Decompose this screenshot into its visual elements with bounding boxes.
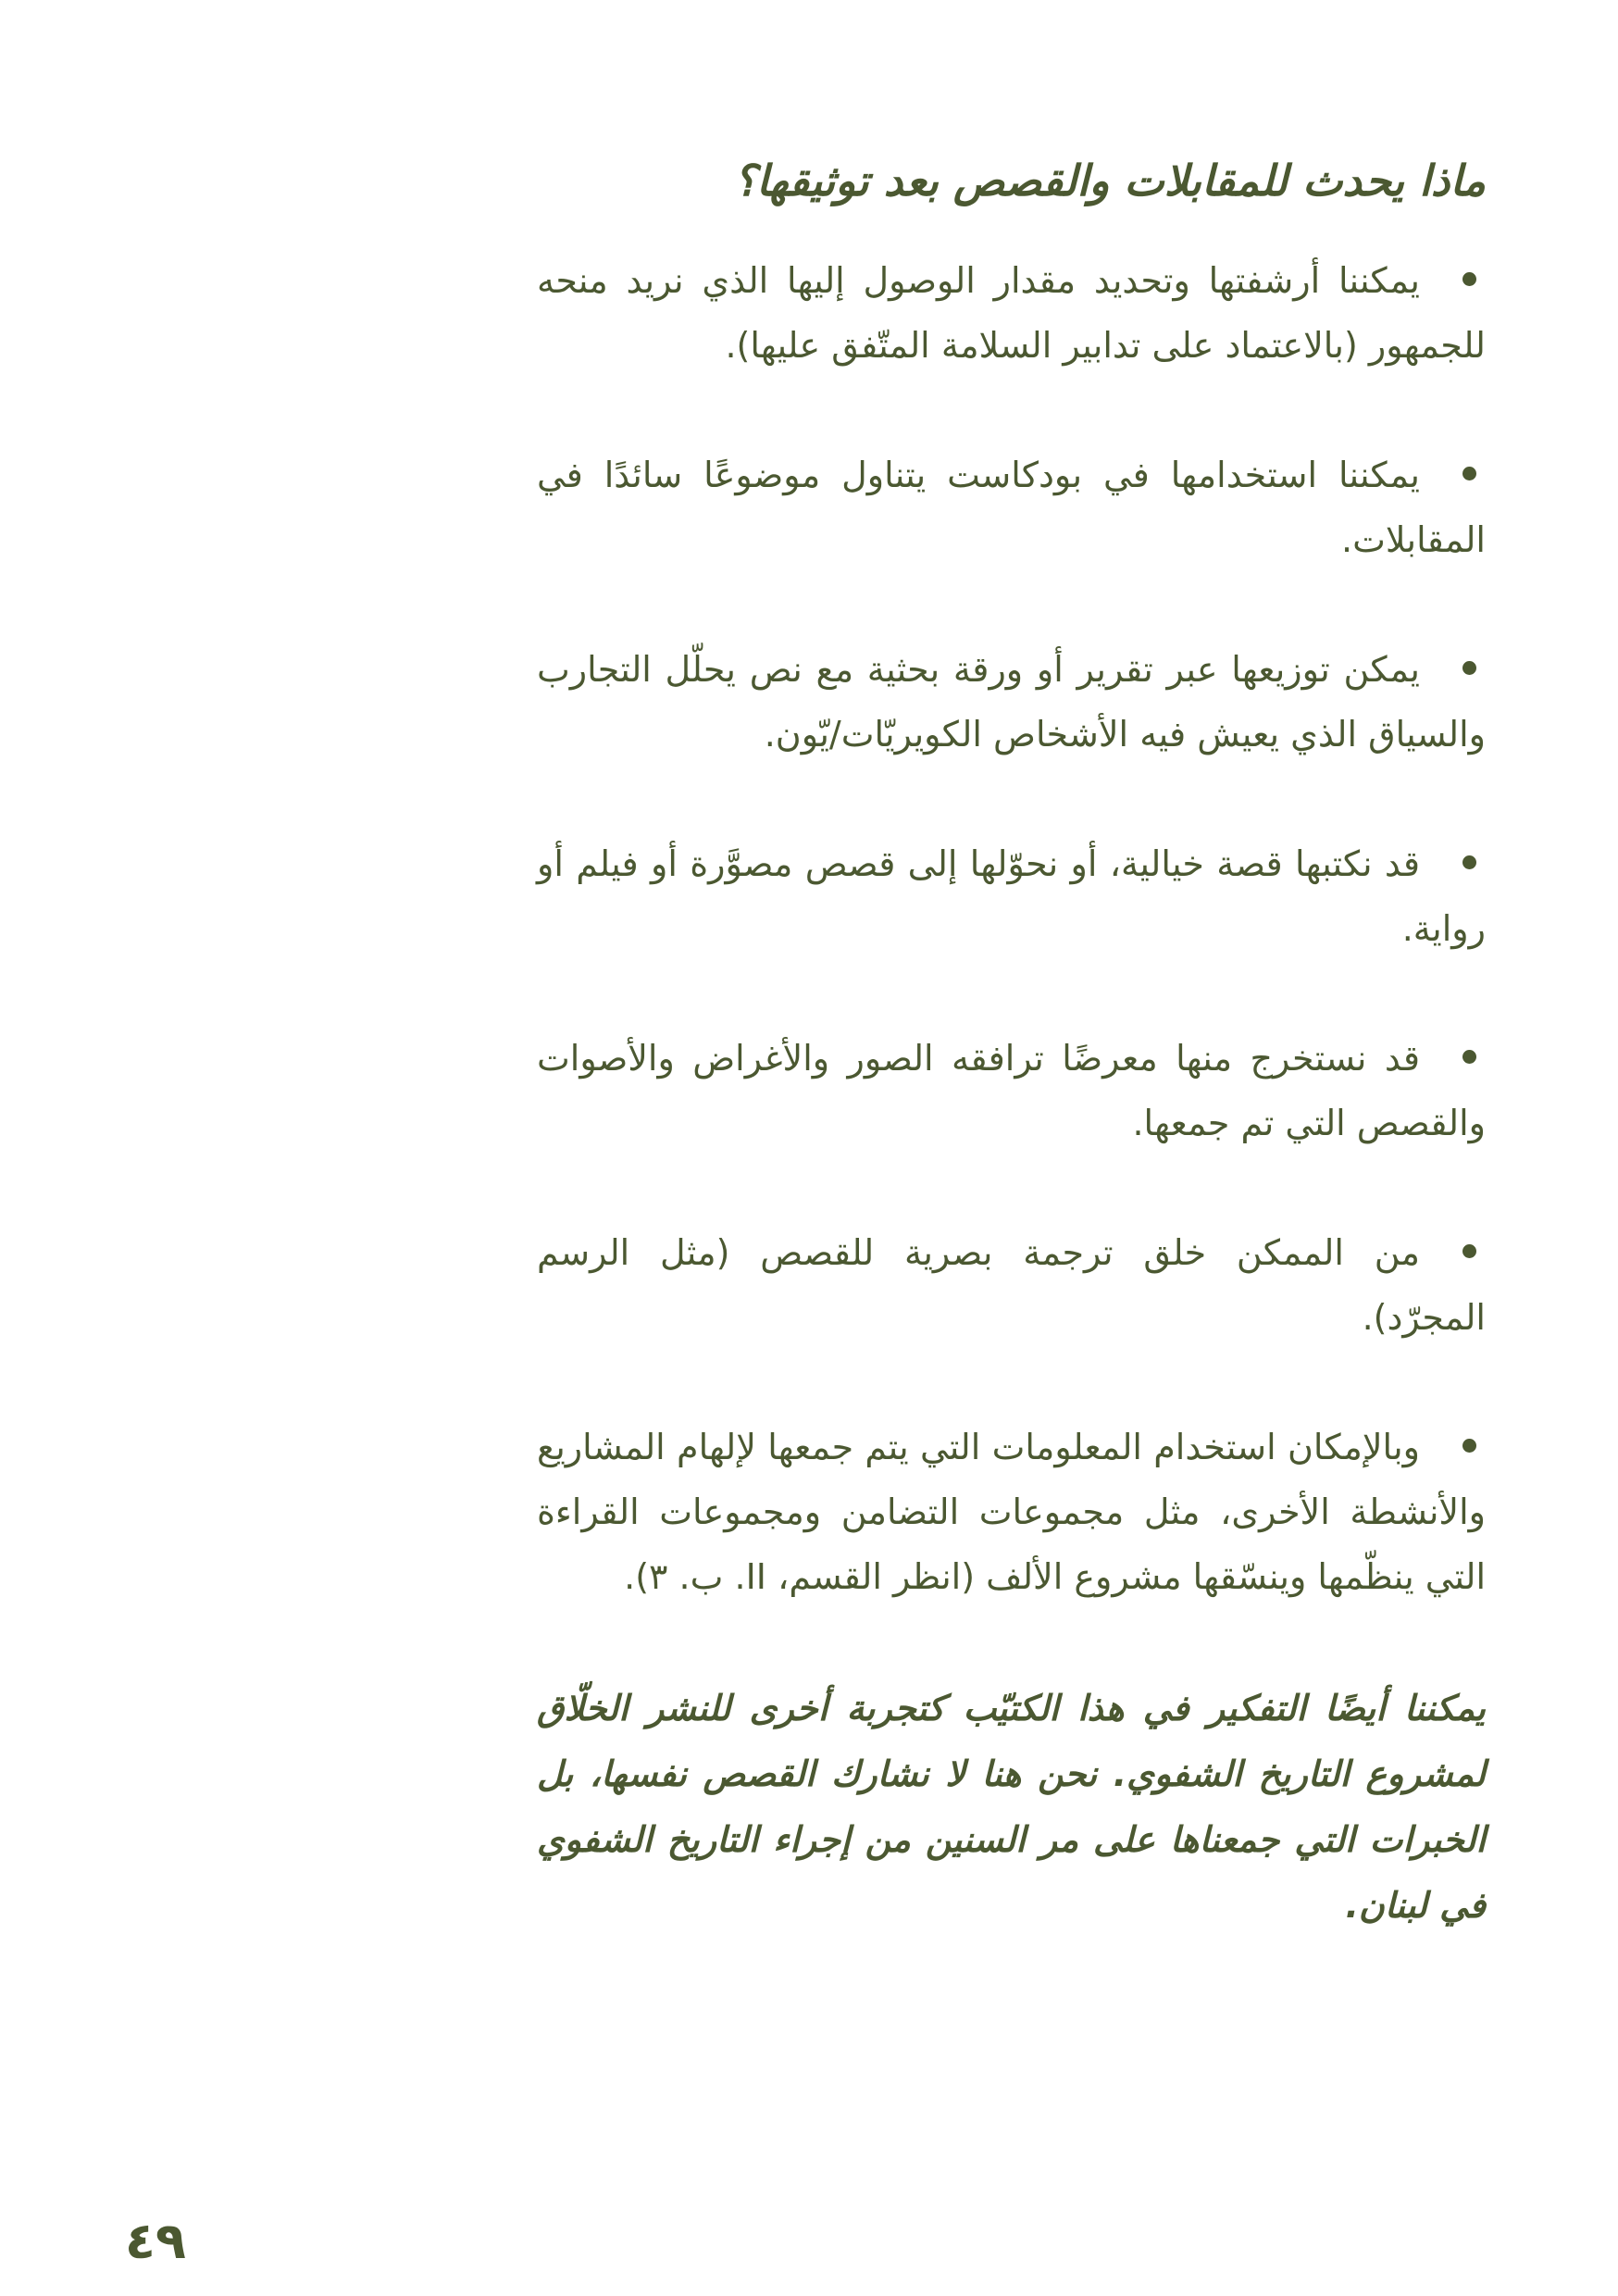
page-number: ٤٩: [125, 2212, 186, 2270]
list-item: [537, 443, 1486, 572]
bullet-icon: [1462, 1439, 1476, 1453]
text-column: [537, 148, 1486, 1939]
list-item: [537, 248, 1486, 378]
list-item-text: يمكننا استخدامها في بودكاست يتناول موضوعًا سائدًا في المقابلات.: [537, 455, 1486, 560]
list-item-text: وبالإمكان استخدام المعلومات التي يتم جمعها لإلهام المشاريع والأنشطة الأخرى، مثل مجموعات التضامن ومجموعات القراءة التي ينظّمها وينسّقها مشروع الألف (انظر القسم، II. ب. ٣).: [537, 1427, 1486, 1597]
list-item-text: من الممكن خلق ترجمة بصرية للقصص (مثل الرسم المجرّد).: [537, 1232, 1486, 1338]
list-item-text: قد نكتبها قصة خيالية، أو نحوّلها إلى قصص مصوَّرة أو فيلم أو رواية.: [537, 843, 1486, 949]
bullet-icon: [1462, 1050, 1476, 1064]
list-item: [537, 637, 1486, 767]
list-item: [537, 831, 1486, 961]
list-item-text: قد نستخرج منها معرضًا ترافقه الصور والأغراض والأصوات والقصص التي تم جمعها.: [537, 1038, 1486, 1143]
list-item-text: يمكن توزيعها عبر تقرير أو ورقة بحثية مع نص يحلّل التجارب والسياق الذي يعيش فيه الأشخاص الكويريّات/يّون.: [537, 649, 1486, 755]
list-item-text: يمكننا أرشفتها وتحديد مقدار الوصول إليها الذي نريد منحه للجمهور (بالاعتماد على تدابير السلامة المتّفق عليها).: [537, 260, 1486, 366]
bullet-icon: [1462, 855, 1476, 869]
bullet-icon: [1462, 661, 1476, 675]
page-title: ماذا يحدث للمقابلات والقصص بعد توثيقها؟: [733, 156, 1486, 206]
list-item: [537, 1026, 1486, 1155]
bullet-icon: [1462, 467, 1476, 480]
bullet-icon: [1462, 1244, 1476, 1258]
list-item: [537, 1220, 1486, 1350]
bullet-icon: [1462, 272, 1476, 286]
closing-paragraph: يمكننا أيضًا التفكير في هذا الكتيّب كتجربة أخرى للنشر الخلّاق لمشروع التاريخ الشفوي. نحن هنا لا نشارك القصص نفسها، بل الخبرات التي جمعناها على مر السنين من إجراء التاريخ الشفوي في لبنان.: [537, 1688, 1486, 1926]
bullet-list: [537, 248, 1486, 1609]
list-item: [537, 1415, 1486, 1609]
